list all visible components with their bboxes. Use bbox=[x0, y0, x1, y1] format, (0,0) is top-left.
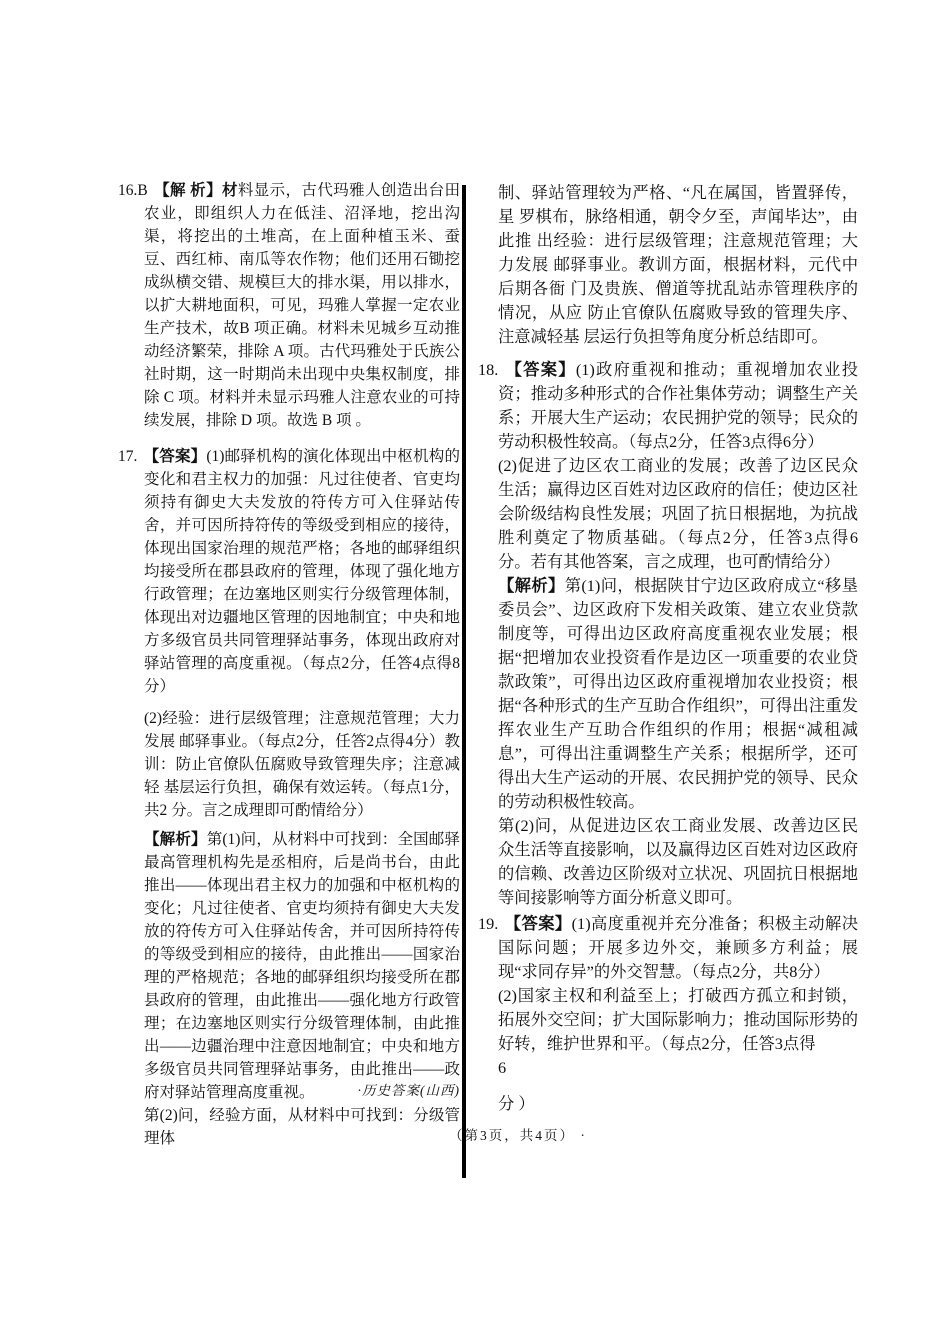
text-run: 第(2)问，经验方面，从材料中可找到：分级管理体 bbox=[144, 1107, 460, 1147]
paragraph bbox=[498, 454, 858, 574]
text-run: (2)促进了边区农工商业的发展；改善了边区民众生活；赢得边区百姓对边区政府的信任；使边区社会阶级结构良性发展；巩固了抗日根据地，为抗战胜利奠定了物质基础。（每点2分，任答3点得6 分。若有其他答案，言之成理，也可酌情给分） bbox=[498, 456, 858, 571]
footer-page-number: （第3页，共4页） · bbox=[449, 1128, 587, 1143]
paragraph bbox=[144, 707, 460, 822]
section-label: 【答案】 bbox=[504, 914, 572, 933]
paragraph bbox=[144, 828, 460, 1104]
paragraph bbox=[118, 445, 460, 698]
paragraph bbox=[498, 1056, 858, 1080]
section-label: 【答案】 bbox=[504, 360, 576, 379]
question-number: 19. bbox=[478, 914, 499, 933]
paragraph bbox=[478, 358, 858, 454]
right-column bbox=[478, 181, 858, 1116]
text-run: 分 ） bbox=[498, 1094, 535, 1113]
paragraph bbox=[118, 179, 460, 432]
left-column bbox=[118, 179, 460, 1150]
column-divider bbox=[462, 185, 466, 1178]
section-label: 【解析】 bbox=[498, 576, 565, 595]
paragraph bbox=[144, 1104, 460, 1150]
text-run: 第(1)问，根据陕甘宁边区政府成立“移垦委员会”、边区政府下发相关政策、建立农业贷款制度等，可得出边区政府高度重视农业发展；根据“把增加农业投资看作是边区一项重要的农业贷款政策”，可得出边区政府重视增加农业投资；根据“各种形式的生产互助合作组织”，可得出注重发挥农业生产互助合作组织的作用；根据“减租减息”，可得出注重调整生产关系；根据所学，还可得出大生产运动的开展、农民拥护党的领导、民众的劳动积极性较高。 bbox=[498, 576, 858, 811]
section-label: 【解析】 bbox=[144, 831, 207, 848]
answer-item-18 bbox=[478, 358, 858, 910]
section-label: 【答案】 bbox=[143, 448, 207, 465]
question-number: 17. bbox=[118, 448, 138, 465]
paragraph bbox=[498, 814, 858, 910]
section-label: 【解 析】材 bbox=[153, 182, 238, 199]
answer-item-continuation bbox=[478, 181, 858, 349]
answer-item-16B bbox=[118, 179, 460, 432]
paragraph bbox=[498, 1092, 858, 1116]
text-run: 制、驿站管理较为严格、“凡在属国，皆置驿传，星 罗棋布，脉络相通，朝令夕至，声闻毕达”，由此推 出经验：进行层级管理；注意规范管理；大力发展 邮驿事业。教训方面，根据材料，元代中后期各衙 门及贵族、僧道等扰乱站赤管理秩序的情况，从应 防止官僚队伍腐败导致的管理失序、注意减轻基 层运行负担等角度分析总结即可。 bbox=[498, 183, 858, 346]
text-run: (1)政府重视和推动；重视增加农业投资；推动多种形式的合作社集体劳动；调整生产关系；开展大生产运动；农民拥护党的领导；民众的劳动积极性较高。（每点2分，任答3点得6分） bbox=[498, 360, 858, 451]
text-run: 第(1)问，从材料中可找到：全国邮驿最高管理机构先是丞相府，后是尚书台，由此推出——体现出君主权力的加强和中枢机构的变化；凡过往使者、官吏均须持有御史大夫发放的符传方可入住驿站传舍，并可因所持符传的等级受到相应的接待，由此推出——国家治理的严格规范；各地的邮驿组织均接受所在郡县政府的管理，由此推出——强化地方行政管理；在边塞地区则实行分级管理体制，由此推出——边疆治理中注意因地制宜；中央和地方多级官员共同管理驿站事务，由此推出——政府对驿站管理高度重视。 bbox=[144, 831, 460, 1101]
paragraph bbox=[498, 984, 858, 1056]
text-run: (1)邮驿机构的演化体现出中枢机构的变化和君主权力的加强：凡过往使者、官吏均须持有御史大夫发放的符传方可入住驿站传舍，并可因所持符传的等级受到相应的接待，体现出国家治理的规范严格；各地的邮驿组织均接受所在郡县政府的管理，体现了强化地方行政管理；在边塞地区则实行分级管理体制，体现出对边疆地区管理的因地制宜；中央和地方多级官员共同管理驿站事务，体现出政府对驿站管理的高度重视。（每点2分，任答4点得8分） bbox=[144, 448, 460, 695]
text-run: 料显示，古代玛雅人创造出台田农业，即组织人力在低洼、沼泽地，挖出沟渠，将挖出的土堆高，在上面种植玉米、蚕豆、西红柿、南瓜等农作物；他们还用石锄挖成纵横交错、规模巨大的排水渠，用以排水，以扩大耕地面积，可见，玛雅人掌握一定农业生产技术，故B 项正确。材料未见城乡互动推动经济繁荣，排除 A 项。古代玛雅处于氏族公社时期，这一时期尚未出现中央集权制度，排除 C 项。材料并未显示玛雅人注意农业的可持续发展，排除 D 项。故选 B 项 。 bbox=[144, 182, 460, 429]
text-run: 6 bbox=[498, 1058, 507, 1077]
footer-subject-label: ·历史答案(山西) bbox=[357, 1083, 460, 1098]
answer-item-19 bbox=[478, 912, 858, 1116]
text-run: (2)经验：进行层级管理；注意规范管理；大力发展 邮驿事业。（每点2分，任答2点得4分）教训：防止官僚队伍腐败导致管理失序；注意减轻 基层运行负担，确保有效运转。（每点1分，共2 分。言之成理即可酌情给分） bbox=[144, 710, 460, 819]
question-number: 18. bbox=[478, 360, 499, 379]
answer-item-17 bbox=[118, 445, 460, 1150]
text-run: 第(2)问，从促进边区农工商业发展、改善边区民众生活等直接影响，以及赢得边区百姓对边区政府的信赖、改善边区阶级对立状况、巩固抗日根据地等间接影响等方面分析意义即可。 bbox=[498, 816, 858, 907]
text-run: (2)国家主权和利益至上；打破西方孤立和封锁，拓展外交空间；扩大国际影响力；推动国际形势的好转，维护世界和平。（每点2分，任答3点得 bbox=[498, 986, 858, 1053]
paragraph bbox=[498, 574, 858, 814]
paragraph bbox=[478, 912, 858, 984]
text-run: (1)高度重视并充分准备；积极主动解决国际问题；开展多边外交，兼顾多方利益；展现“求同存异”的外交智慧。（每点2分，共8分） bbox=[498, 914, 858, 981]
question-number: 16.B bbox=[118, 182, 148, 199]
paragraph bbox=[498, 181, 858, 349]
